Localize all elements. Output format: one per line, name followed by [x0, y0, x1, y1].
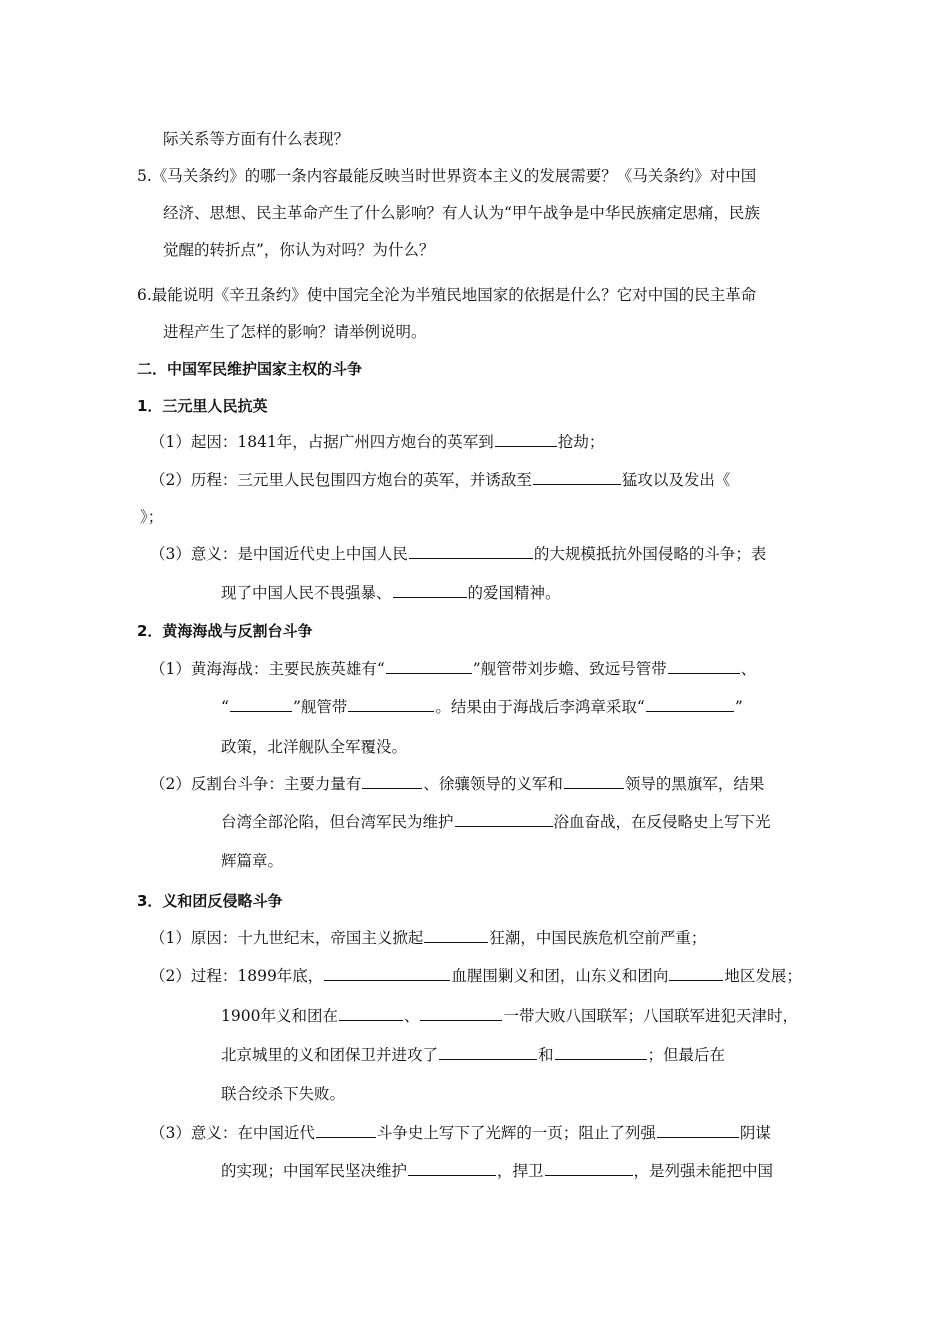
q5-line-3: 觉醒的转折点”，你认为对吗？为什么？ [163, 241, 435, 259]
answer-blank[interactable] [555, 1044, 647, 1060]
s3-title: 3．义和团反侵略斗争 [137, 892, 283, 910]
answer-blank[interactable] [668, 658, 740, 674]
answer-blank[interactable] [408, 1160, 496, 1176]
answer-blank[interactable] [646, 696, 734, 712]
answer-blank[interactable] [424, 927, 488, 943]
s3-process-line: （2）过程：1899年底， 血腥围剿义和团，山东义和团向 地区发展； [150, 967, 802, 985]
q5-line-2: 经济、思想、民主革命产生了什么影响？有人认为“甲午战争是中华民族痛定思痛，民族 [163, 204, 760, 222]
answer-blank[interactable] [409, 543, 533, 559]
s2-battle-line-2: “ ”舰管带 。结果由于海战后李鸿章采取“ ” [221, 698, 743, 716]
s1-cause-line: （1）起因：1841年，占据广州四方炮台的英军到 抢劫； [150, 433, 605, 451]
s1-title: 1．三元里人民抗英 [137, 397, 268, 415]
s2-battle-line-3: 政策，北洋舰队全军覆没。 [221, 738, 408, 756]
section-2-title: 二．中国军民维护国家主权的斗争 [137, 360, 363, 378]
s1-significance-line-2: 现了中国人民不畏强暴、 的爱国精神。 [221, 584, 561, 602]
s2-taiwan-line-3: 辉篇章。 [221, 852, 284, 870]
s1-significance-line: （3）意义：是中国近代史上中国人民 的大规模抵抗外国侵略的斗争；表 [150, 545, 767, 563]
answer-blank[interactable] [420, 1005, 502, 1021]
answer-blank[interactable] [564, 773, 624, 789]
s2-taiwan-line: （2）反割台斗争：主要力量有 、徐骧领导的义军和 领导的黑旗军，结果 [150, 775, 765, 793]
answer-blank[interactable] [533, 469, 621, 485]
s2-title: 2．黄海海战与反割台斗争 [137, 622, 313, 640]
answer-blank[interactable] [495, 431, 557, 447]
answer-blank[interactable] [455, 811, 553, 827]
answer-blank[interactable] [545, 1160, 633, 1176]
q4-continuation: 际关系等方面有什么表现？ [163, 130, 350, 148]
answer-blank[interactable] [657, 1122, 739, 1138]
answer-blank[interactable] [316, 1122, 376, 1138]
answer-blank[interactable] [393, 582, 467, 598]
q6-line-2: 进程产生了怎样的影响？请举例说明。 [163, 323, 427, 341]
answer-blank[interactable] [324, 965, 450, 981]
s2-battle-line: （1）黄海海战：主要民族英雄有“ ”舰管带刘步蟾、致远号管带 、 [150, 660, 757, 678]
s3-process-line-2: 1900年义和团在 、 一带大败八国联军；八国联军进犯天津时， [221, 1007, 798, 1025]
answer-blank[interactable] [348, 696, 434, 712]
answer-blank[interactable] [230, 696, 292, 712]
answer-blank[interactable] [386, 658, 472, 674]
s3-cause-line: （1）原因：十九世纪末，帝国主义掀起 狂潮，中国民族危机空前严重； [150, 929, 707, 947]
answer-blank[interactable] [669, 965, 723, 981]
s3-process-line-3: 北京城里的义和团保卫并进攻了 和 ；但最后在 [221, 1046, 726, 1064]
s1-process-line-2: 》； [140, 508, 164, 526]
answer-blank[interactable] [339, 1005, 403, 1021]
s3-process-line-4: 联合绞杀下失败。 [221, 1085, 346, 1103]
answer-blank[interactable] [439, 1044, 537, 1060]
answer-blank[interactable] [362, 773, 422, 789]
s1-process-line: （2）历程：三元里人民包围四方炮台的英军，并诱敌至 猛攻以及发出《 [150, 471, 731, 489]
s2-taiwan-line-2: 台湾全部沦陷，但台湾军民为维护 浴血奋战，在反侵略史上写下光 [221, 813, 771, 831]
q5-line-1: 5.《马关条约》的哪一条内容最能反映当时世界资本主义的发展需要？《马关条约》对中国 [137, 167, 757, 185]
s3-significance-line: （3）意义：在中国近代 斗争史上写下了光辉的一页；阻止了列强 阴谋 [150, 1124, 771, 1142]
q6-line-1: 6.最能说明《辛丑条约》使中国完全沦为半殖民地国家的依据是什么？它对中国的民主革命 [137, 286, 757, 304]
s3-significance-line-2: 的实现；中国军民坚决维护 ，捍卫 ，是列强未能把中国 [221, 1162, 774, 1180]
